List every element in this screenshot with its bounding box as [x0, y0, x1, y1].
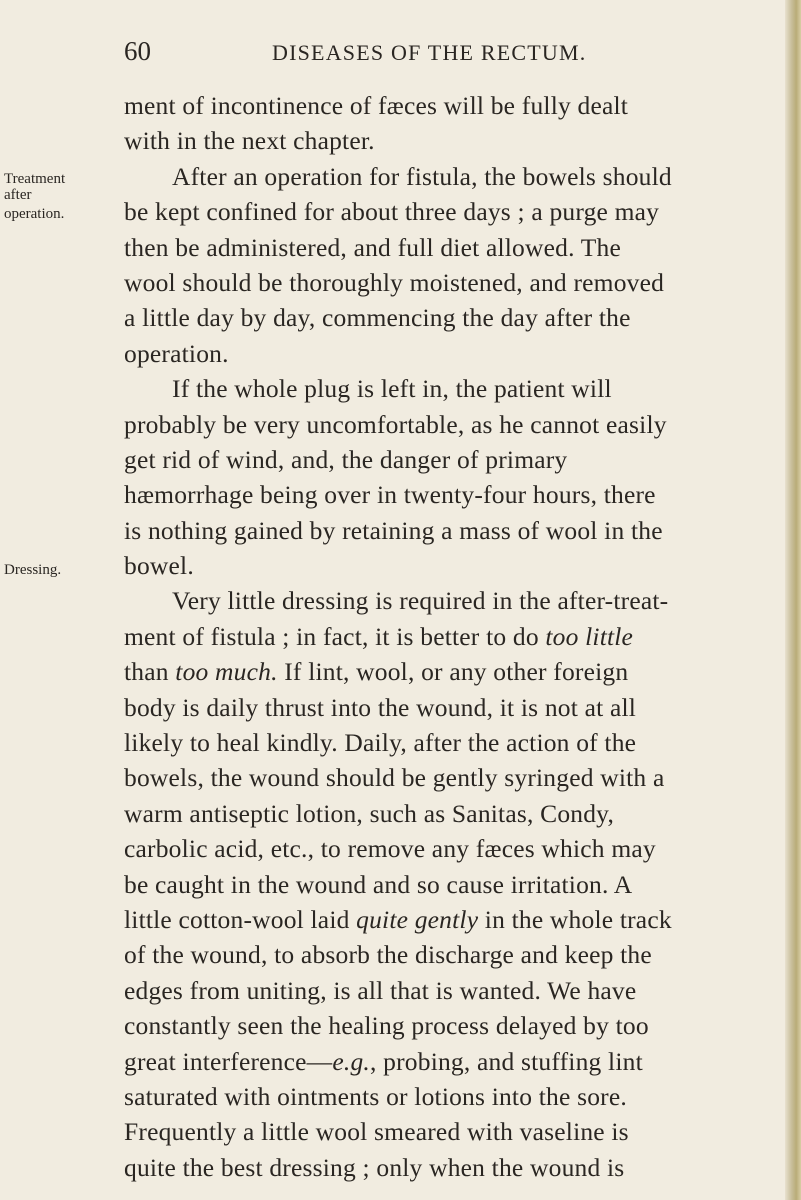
- text-run: great interference—: [124, 1046, 333, 1076]
- text-line: with in the next chapter.: [124, 126, 375, 156]
- italic-run: too much.: [175, 657, 278, 687]
- italic-run: e.g.: [332, 1046, 370, 1076]
- text-run: in the whole track: [484, 904, 672, 934]
- text-line: Very little dressing is required in the after-treat-: [172, 586, 669, 616]
- text-line: then be administered, and full diet allowed. The: [124, 232, 622, 262]
- margin-note-dressing: [4, 562, 61, 578]
- margin-note-treatment: [4, 171, 65, 222]
- text-line: bowel.: [124, 551, 194, 581]
- text-line: be kept confined for about three days ; a purge may: [124, 197, 660, 227]
- body-text: [124, 88, 792, 1185]
- text-line: edges from uniting, is all that is wanted. We have: [124, 975, 637, 1005]
- text-line: warm antiseptic lotion, such as Sanitas, Condy,: [124, 798, 615, 828]
- text-line: constantly seen the healing process delayed by too: [124, 1011, 649, 1041]
- text-line: is nothing gained by retaining a mass of wool in the: [124, 515, 663, 545]
- text-line: bowels, the wound should be gently syringed with a: [124, 763, 665, 793]
- running-title: DISEASES OF THE RECTUM.: [272, 40, 587, 65]
- text-line: Frequently a little wool smeared with vaseline is: [124, 1117, 629, 1147]
- margin-note-line: after: [4, 187, 32, 203]
- text-run: ment of fistula ; in fact, it is better to do: [124, 621, 539, 651]
- text-line: operation.: [124, 338, 229, 368]
- italic-run: quite gently: [356, 904, 479, 934]
- text-run: little cotton-wool laid: [124, 904, 350, 934]
- page-number: 60: [124, 36, 151, 66]
- italic-run: too little: [545, 621, 634, 651]
- margin-note-line: Treatment: [4, 171, 66, 187]
- text-line: [124, 619, 792, 654]
- text-line: get rid of wind, and, the danger of primary: [124, 444, 568, 474]
- text-line: ment of incontinence of fæces will be fully dealt: [124, 91, 629, 120]
- text-run: , probing, and stuffing lint: [370, 1046, 643, 1076]
- text-line: probably be very uncomfortable, as he cannot easily: [124, 409, 667, 439]
- page-header: [0, 34, 801, 68]
- margin-note-line: Dressing.: [4, 562, 62, 578]
- text-line: After an operation for fistula, the bowels should: [172, 161, 672, 191]
- text-run: If lint, wool, or any other foreign: [284, 657, 629, 687]
- text-line: [124, 902, 792, 937]
- text-line: hæmorrhage being over in twenty-four hours, there: [124, 480, 656, 510]
- text-line: of the wound, to absorb the discharge and keep the: [124, 940, 652, 970]
- text-line: If the whole plug is left in, the patient will: [172, 374, 612, 404]
- text-line: carbolic acid, etc., to remove any fæces which may: [124, 834, 656, 864]
- text-line: body is daily thrust into the wound, it is not at all: [124, 692, 637, 722]
- text-run: than: [124, 657, 169, 687]
- text-line: likely to heal kindly. Daily, after the action of the: [124, 728, 637, 758]
- text-line: saturated with ointments or lotions into the sore.: [124, 1081, 627, 1111]
- text-line: be caught in the wound and so cause irritation. A: [124, 869, 633, 899]
- text-line: a little day by day, commencing the day after the: [124, 303, 631, 333]
- margin-note-line: operation.: [4, 206, 65, 222]
- text-line: wool should be thoroughly moistened, and removed: [124, 267, 665, 297]
- text-line: quite the best dressing ; only when the wound is: [124, 1152, 625, 1182]
- text-line: [124, 1044, 792, 1079]
- text-line: [124, 654, 792, 689]
